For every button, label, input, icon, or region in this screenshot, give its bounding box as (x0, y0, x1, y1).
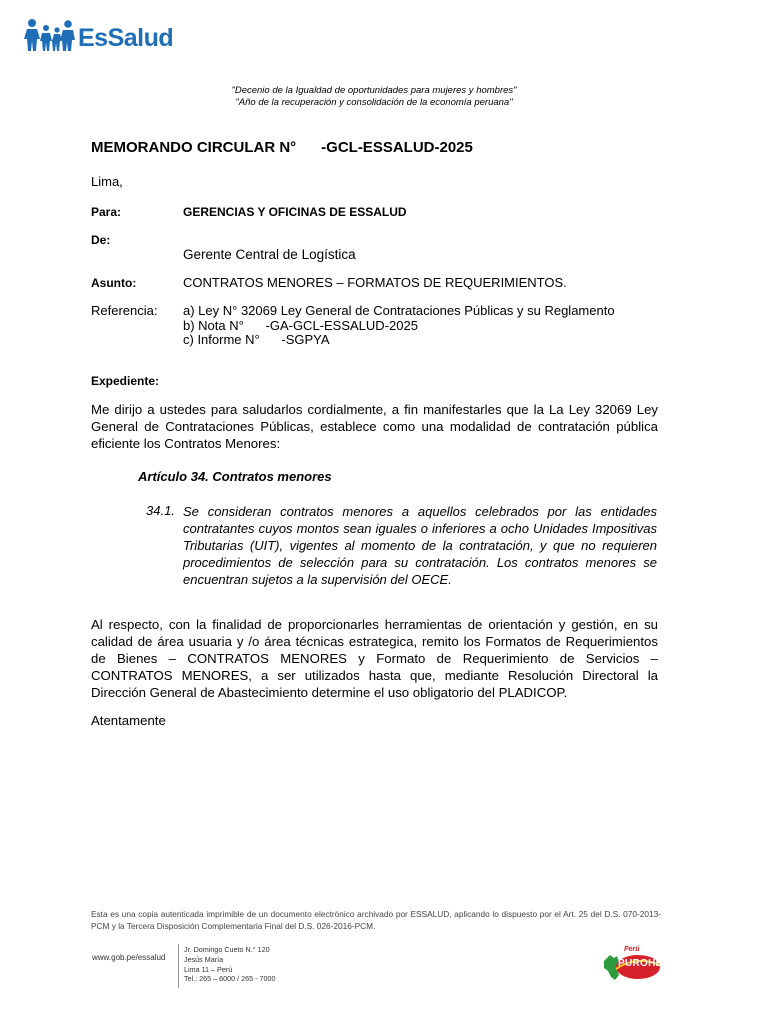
paragraph-intro: Me dirijo a ustedes para saludarlos cordialmente, a fin manifestarles que la La Ley 32069 Ley General de Contrataciones Públicas, establece como una modalidad de contratación pública eficiente los Contratos Menores: (91, 402, 658, 451)
referencia-item: b) Nota N° -GA-GCL-ESSALUD-2025 (183, 318, 418, 333)
family-icon (24, 18, 76, 52)
para-value: GERENCIAS Y OFICINAS DE ESSALUD (183, 205, 407, 219)
essalud-logo (24, 16, 184, 56)
para-label: Para: (91, 205, 122, 219)
expediente-label: Expediente: (91, 374, 160, 388)
decenio-line-1: "Decenio de la Igualdad de oportunidades para mujeres y hombres" (231, 85, 517, 96)
de-value: Gerente Central de Logística (183, 247, 356, 262)
memo-place: Lima, (91, 174, 123, 189)
closing: Atentamente (91, 713, 166, 728)
referencia-item: c) Informe N° -SGPYA (183, 332, 330, 347)
footer-note: Esta es una copia autenticada imprimible de un documento electrónico archivado por ESSALUD, aplicando lo dispuesto por el Art. 25 del D.S. 070-2013- PCM y la Tercera Disposición Complementaria Final del D.S. 026-2016-PCM. (91, 909, 661, 931)
footer-website[interactable]: www.gob.pe/essalud (92, 953, 166, 962)
footer-divider (178, 944, 179, 988)
footer-address (184, 945, 276, 984)
address-line: Jesús María (184, 954, 224, 964)
logo-bottom-text: PERÚ (628, 973, 648, 980)
logo-top-text: Perú (624, 946, 640, 953)
address-line: Lima 11 – Perú (184, 964, 233, 974)
article-text: Se consideran contratos menores a aquellos celebrados por las entidades contratantes cuyos montos sean iguales o inferiores a ocho Unidades Impositivas Tributarias (UIT), vigentes al momento de la contratación, y que no requieren procedimientos de selección para su contratación. Los contratos menores se encuentran sujetos a la supervisión del OECE. (183, 504, 657, 587)
brand-name: EsSalud (78, 24, 174, 52)
referencia-item: a) Ley N° 32069 Ley General de Contrataciones Públicas y su Reglamento (183, 303, 615, 318)
address-line: Jr. Domingo Cueto N.° 120 (184, 945, 270, 954)
decenio-line-2: "Año de la recuperación y consolidación de la economía peruana" (235, 97, 513, 108)
de-label: De: (91, 233, 111, 247)
peru-brand-logo (598, 947, 664, 987)
logo-main-text: PUROHE (618, 958, 663, 969)
article-number: 34.1. (146, 503, 175, 518)
memo-title: MEMORANDO CIRCULAR N° -GCL-ESSALUD-2025 (91, 139, 473, 156)
asunto-label: Asunto: (91, 276, 137, 290)
address-line: Tel.: 265 – 6000 / 265 - 7000 (184, 974, 276, 984)
paragraph-body: Al respecto, con la finalidad de proporcionarles herramientas de orientación y gestión, en su calidad de área usuaria y /o área técnicas estrategica, remito los Formatos de Requerimientos de Bienes – CONTRATOS MENORES y Formato de Requerimiento de Servicios – CONTRATOS MENORES, a ser utilizados hasta que, mediante Resolución Directoral la Dirección General de Abastecimiento determine el uso obligatorio del PLADICOP. (91, 617, 658, 700)
article-heading: Artículo 34. Contratos menores (138, 469, 332, 484)
referencia-label: Referencia: (91, 303, 158, 318)
asunto-value: CONTRATOS MENORES – FORMATOS DE REQUERIMIENTOS. (183, 275, 567, 290)
